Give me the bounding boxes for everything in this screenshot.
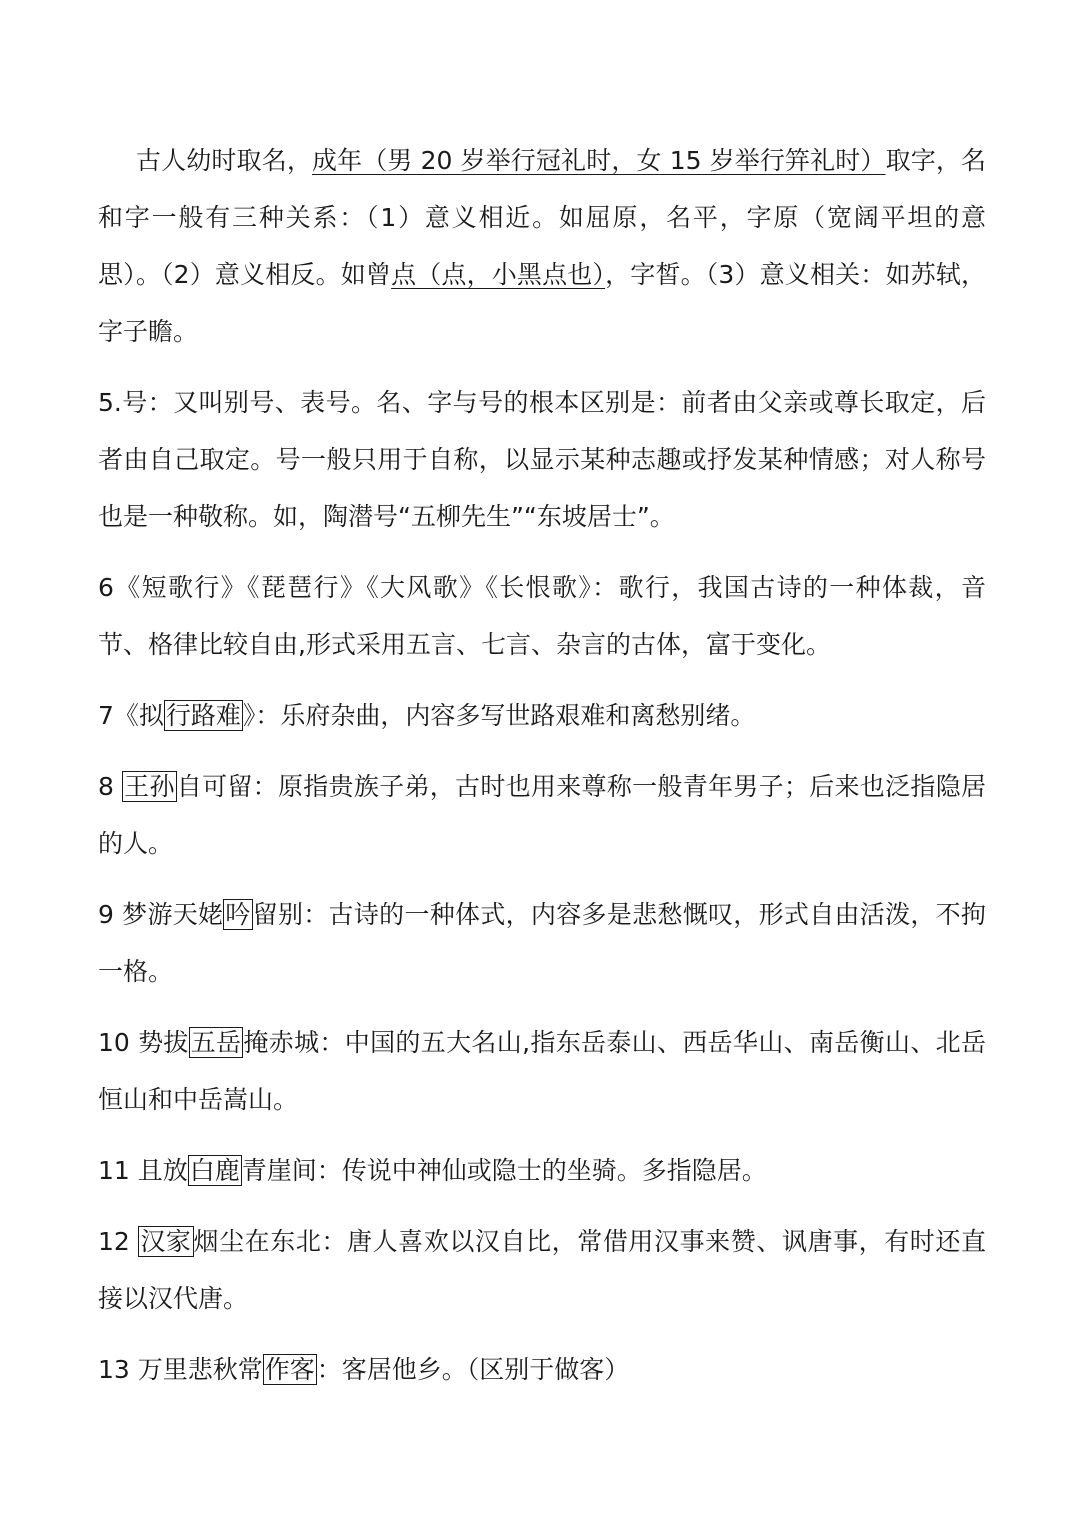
text-segment: 10 势拔 — [98, 1028, 189, 1057]
paragraph-item-7 — [98, 687, 986, 744]
text-segment: 留别：古诗的一种体式，内容多是悲愁慨叹，形式自由活泼，不拘一格。 — [98, 900, 986, 986]
paragraph-item-12 — [98, 1213, 986, 1327]
boxed-term: 白鹿 — [189, 1156, 240, 1185]
text-segment: 》：乐府杂曲，内容多写世路艰难和离愁别绪。 — [242, 701, 756, 730]
boxed-term: 五岳 — [190, 1028, 242, 1057]
text-segment: 6《短歌行》《琵琶行》《大风歌》《长恨歌》：歌行，我国古诗的一种体裁，音节、格律比较自由,形式采用五言、七言、杂言的古体，富于变化。 — [98, 573, 986, 659]
boxed-term: 行路难 — [165, 701, 241, 730]
text-segment: 自可留：原指贵族子弟，古时也用来尊称一般青年男子；后来也泛指隐居的人。 — [98, 772, 986, 858]
text-segment: ，字皙。（3）意义相关：如苏轼，字子瞻。 — [98, 260, 986, 346]
underlined-text: 成年（男 20 岁举行冠礼时，女 15 岁举行笄礼时） — [311, 146, 886, 175]
boxed-term: 王孙 — [124, 772, 175, 801]
text-segment: 11 且放 — [98, 1156, 188, 1185]
paragraph-naming-rules — [98, 132, 986, 360]
underlined-text: 点（点，小黑点也） — [391, 260, 606, 289]
text-segment: 取字，名和字一般有三种关系：（1）意义相近。如屈原，名平，字原（宽阔平坦的意思）。（2）意义相反。如曾 — [98, 146, 986, 289]
text-segment: 7《拟 — [98, 701, 164, 730]
boxed-term: 汉家 — [140, 1227, 192, 1256]
paragraph-item-6 — [98, 559, 986, 673]
text-segment: 8 — [98, 772, 123, 801]
text-segment: 烟尘在东北：唐人喜欢以汉自比，常借用汉事来赞、讽唐事，有时还直接以汉代唐。 — [98, 1227, 986, 1313]
paragraph-item-13 — [98, 1341, 986, 1398]
paragraph-item-9 — [98, 886, 986, 1000]
paragraph-item-11 — [98, 1142, 986, 1199]
text-segment: 古人幼时取名， — [136, 146, 312, 175]
text-segment: ：客居他乡。（区别于做客） — [316, 1355, 630, 1384]
document-page — [98, 132, 986, 1412]
boxed-term: 吟 — [225, 900, 251, 929]
text-segment: 9 梦游天姥 — [98, 900, 224, 929]
boxed-term: 作客 — [264, 1355, 315, 1384]
paragraph-item-5 — [98, 374, 986, 545]
text-segment: 5.号：又叫别号、表号。名、字与号的根本区别是：前者由父亲或尊长取定，后者由自己取定。号一般只用于自称，以显示某种志趣或抒发某种情感；对人称号也是一种敬称。如，陶潜号“五柳先生”“东坡居士”。 — [98, 388, 986, 531]
paragraph-item-8 — [98, 758, 986, 872]
paragraph-item-10 — [98, 1014, 986, 1128]
text-segment: 13 万里悲秋常 — [98, 1355, 263, 1384]
text-segment: 掩赤城：中国的五大名山,指东岳泰山、西岳华山、南岳衡山、北岳恒山和中岳嵩山。 — [98, 1028, 986, 1114]
text-segment: 青崖间：传说中神仙或隐士的坐骑。多指隐居。 — [241, 1156, 767, 1185]
text-segment: 12 — [98, 1227, 139, 1256]
